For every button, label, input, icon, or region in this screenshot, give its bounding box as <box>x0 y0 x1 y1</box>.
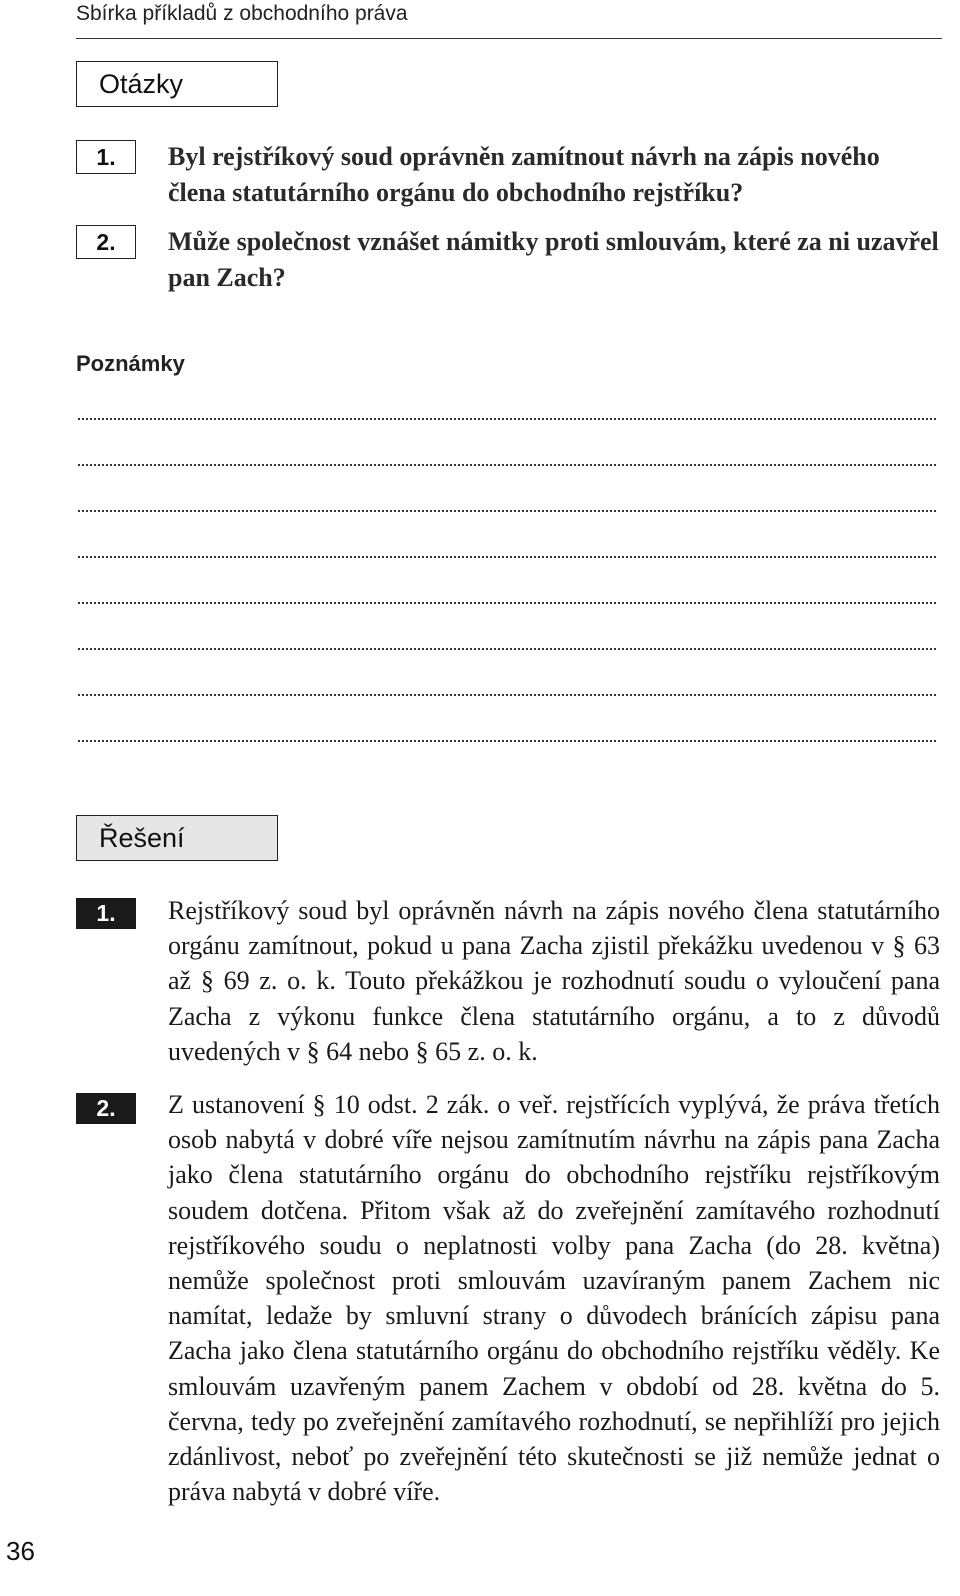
question-number: 2. <box>76 225 136 259</box>
page-number: 36 <box>6 1536 35 1566</box>
notes-line[interactable] <box>78 464 936 466</box>
solutions-heading: Řešení <box>76 815 278 861</box>
solution-number: 2. <box>76 1093 136 1124</box>
notes-line[interactable] <box>78 694 936 696</box>
questions-heading: Otázky <box>76 61 278 107</box>
solution-text: Z ustanovení § 10 odst. 2 zák. o veř. rejstřících vyplývá, že práva třetích osob nabytá v dobré víře nejsou zamítnutím návrhu na zápis pana Zacha jako člena statutárního orgánu do obchodního rejstříku rejstříkovým soudem dotčena. Přitom však až do zveřejnění zamítavého rozhodnutí rejstříkového soudu o neplatnosti volby pana Zacha (do 28. května) nemůže společnost proti smlouvám uzavíraným panem Zachem nic namítat, ledaže by smluvní strany o důvodech bránících zápisu pana Zacha jako člena statutárního orgánu do obchodního rejstříku věděly. Ke smlouvám uzavřeným panem Zachem v období od 28. května do 5. června, tedy po zveřejnění zamítavého rozhodnutí, se nepřihlíží pro jejich zdánlivost, neboť po zveřejnění této skutečnosti se již nemůže jednat o práva nabytá v dobré víře. <box>168 1090 940 1507</box>
book-title: Sbírka příkladů z obchodního práva <box>76 2 408 25</box>
notes-line[interactable] <box>78 418 936 420</box>
notes-line[interactable] <box>78 556 936 558</box>
notes-line[interactable] <box>78 740 936 742</box>
notes-line[interactable] <box>78 602 936 604</box>
question-text: Byl rejstříkový soud oprávněn zamítnout návrh na zápis nového člena statutárního orgánu do obchodního rejstříku? <box>168 142 880 207</box>
notes-line[interactable] <box>78 648 936 650</box>
question-number: 1. <box>76 140 136 174</box>
notes-label: Poznámky <box>76 351 185 376</box>
notes-line[interactable] <box>78 510 936 512</box>
question-text: Může společnost vznášet námitky proti smlouvám, které za ni uzavřel pan Zach? <box>168 227 939 292</box>
solution-text: Rejstříkový soud byl oprávněn návrh na zápis nového člena statutárního orgánu zamítnout, pokud u pana Zacha zjistil překážku uvedenou v § 63 až § 69 z. o. k. Touto překážkou je rozhodnutí soudu o vyloučení pana Zacha z výkonu funkce člena statutárního orgánu, a to z důvodů uvedených v § 64 nebo § 65 z. o. k. <box>168 896 940 1066</box>
solution-number: 1. <box>76 898 136 929</box>
page-header <box>76 0 942 39</box>
